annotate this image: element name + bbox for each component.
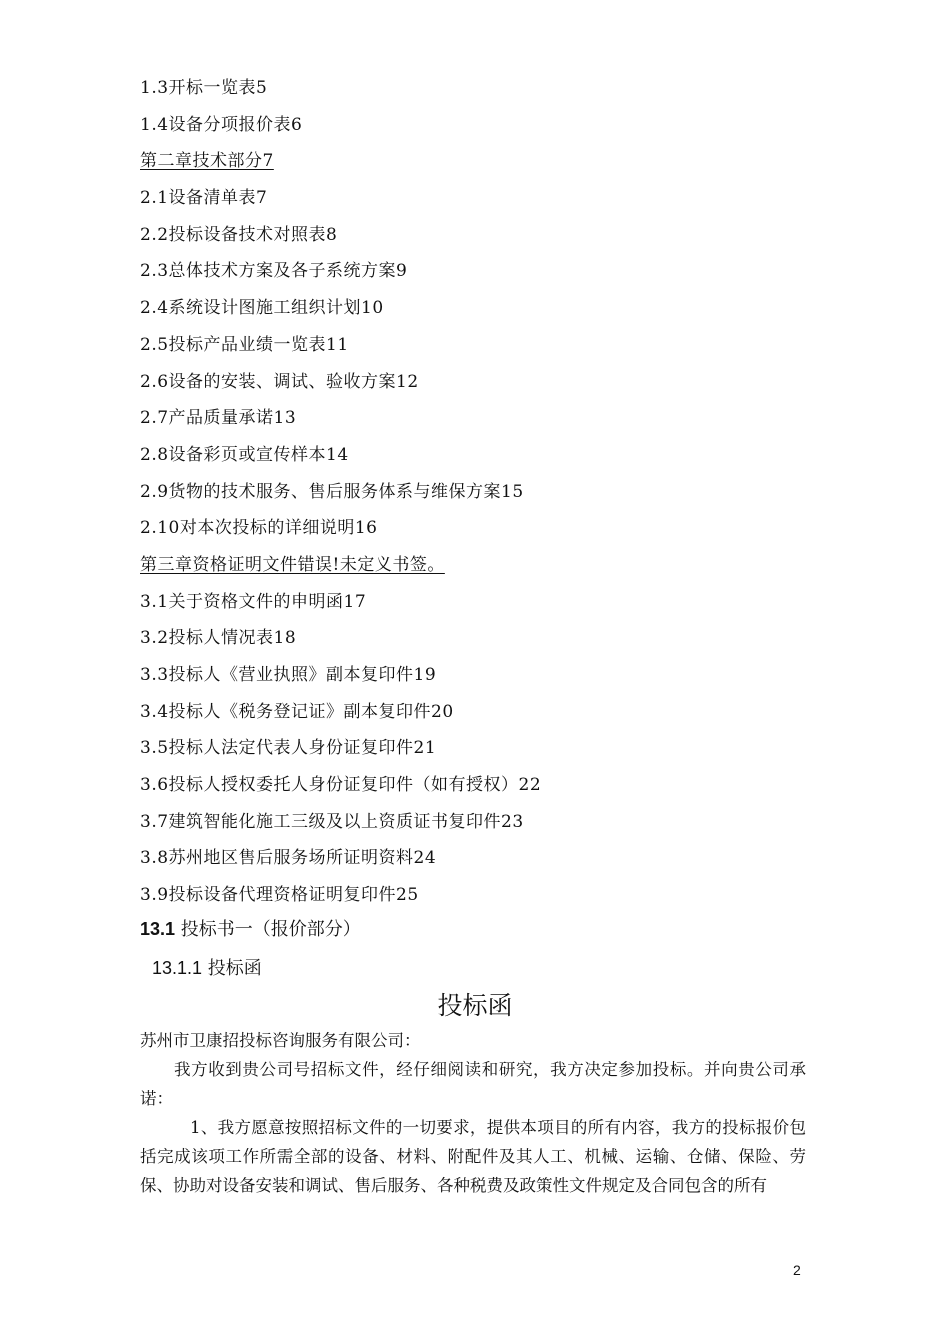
toc-entry: 1.4设备分项报价表6 [140, 114, 303, 135]
toc-entry: 2.10对本次投标的详细说明16 [140, 518, 378, 539]
toc-chapter-entry: 第三章资格证明文件错误!未定义书签。 [140, 554, 445, 575]
toc-entry: 2.2投标设备技术对照表8 [140, 224, 338, 245]
toc-entry: 3.1关于资格文件的申明函17 [140, 591, 367, 612]
section-heading-13-1-1 [152, 954, 262, 980]
section-number: 13.1 [140, 919, 176, 939]
toc-entry: 2.4系统设计图施工组织计划10 [140, 298, 384, 319]
toc-entry: 3.5投标人法定代表人身份证复印件21 [140, 738, 437, 759]
toc-entry: 2.9货物的技术服务、售后服务体系与维保方案15 [140, 481, 524, 502]
paragraph-item-1: 1、我方愿意按照招标文件的一切要求，提供本项目的所有内容，我方的投标报价包括完成该项工作所需全部的设备、材料、附配件及其人工、机械、运输、仓储、保险、劳保、协助对设备安装和调试、售后服务、各种税费及政策性文件规定及合同包含的所有 [140, 1118, 806, 1195]
toc-entry: 2.6设备的安装、调试、验收方案12 [140, 371, 419, 392]
subsection-title: 投标函 [207, 958, 262, 979]
toc-entry: 3.3投标人《营业执照》副本复印件19 [140, 665, 437, 685]
toc-entry: 3.8苏州地区售后服务场所证明资料24 [140, 848, 437, 869]
table-of-contents [140, 70, 820, 914]
toc-entry: 2.3总体技术方案及各子系统方案9 [140, 261, 408, 282]
toc-entry: 3.7建筑智能化施工三级及以上资质证书复印件23 [140, 811, 524, 832]
toc-entry: 3.4投标人《税务登记证》副本复印件20 [140, 701, 454, 722]
page-number: 2 [793, 1262, 801, 1278]
toc-entry: 3.2投标人情况表18 [140, 628, 297, 649]
paragraph-commitment: 我方收到贵公司号招标文件，经仔细阅读和研究，我方决定参加投标。并向贵公司承诺： [140, 1060, 806, 1108]
section-heading-13-1 [140, 915, 361, 941]
toc-entry: 2.8设备彩页或宣传样本14 [140, 444, 349, 465]
toc-entry: 2.5投标产品业绩一览表11 [140, 334, 349, 355]
salutation: 苏州市卫康招投标咨询服务有限公司： [140, 1031, 421, 1050]
toc-entry: 2.7产品质量承诺13 [140, 408, 297, 429]
toc-chapter-entry: 第二章技术部分7 [140, 151, 274, 172]
toc-entry: 1.3开标一览表5 [140, 78, 268, 98]
toc-entry: 3.9投标设备代理资格证明复印件25 [140, 885, 419, 906]
section-title: 投标书一（报价部分） [180, 919, 361, 940]
document-title: 投标函 [437, 991, 513, 1020]
toc-entry: 3.6投标人授权委托人身份证复印件（如有授权）22 [140, 775, 542, 796]
subsection-number: 13.1.1 [152, 958, 203, 978]
letter-body [140, 1026, 806, 1200]
toc-entry: 2.1设备清单表7 [140, 188, 268, 209]
